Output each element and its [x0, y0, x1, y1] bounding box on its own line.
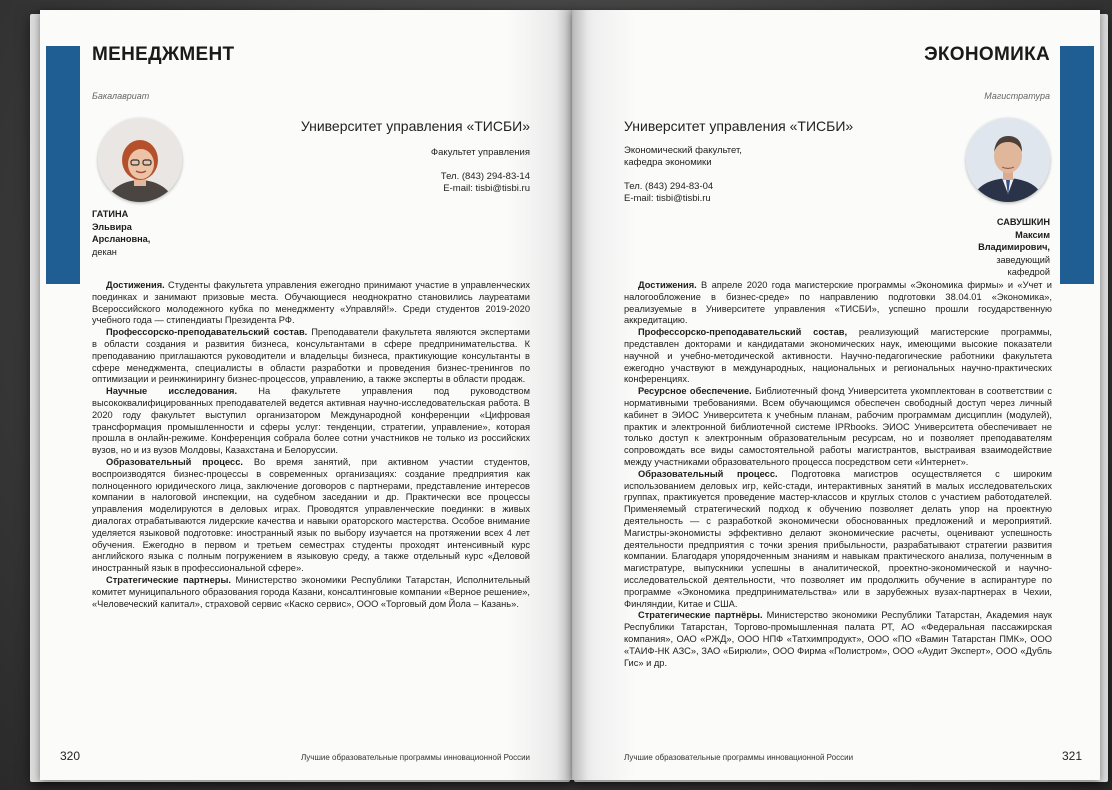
head-role-2: кафедрой	[1007, 267, 1050, 277]
dean-role: декан	[92, 246, 117, 257]
head-surname: САВУШКИН	[996, 217, 1050, 227]
right-faculty-line2: кафедра экономики	[624, 157, 712, 168]
left-page-number: 320	[60, 749, 81, 763]
left-email: E-mail: tisbi@tisbi.ru	[443, 183, 530, 194]
left-phone: Тел. (843) 294-83-14	[440, 171, 530, 182]
left-paragraph: Профессорско-преподавательский состав. Преподаватели факультета являются экспертами в области создания и развития бизнеса, консультантами в сфере предпринимательства. К преподаванию приглашаются руководители и владельцы бизнеса, практикующие консультанты в сфере менеджмента, специалисты в области разработки и проведения бизнес-тренингов по оптимизации и реинжинирингу бизнес-процессов, управлению, а также эксперты в области продаж.	[92, 327, 530, 385]
left-accent-bar	[46, 46, 80, 284]
right-paragraph: Достижения. В апреле 2020 года магистерские программы «Экономика фирмы» и «Учет и налогообложение в бизнес-среде» по направлению подготовки 38.04.01 «Экономика», реализуемые в Университете управления «ТИСБИ», успешно прошли государственную аккредитацию.	[624, 280, 1052, 326]
left-paragraph: Стратегические партнеры. Министерство экономики Республики Татарстан, Исполнительный комитет муниципального образования города Казани, консалтинговые компании «Верное решение», «Человеческий капитал», страховой сервис «Каско сервис», ООО «Торговый дом Йола – Казань».	[92, 574, 530, 609]
dean-patronymic: Арслановна,	[92, 234, 151, 244]
dean-portrait	[98, 118, 182, 202]
head-name: Максим	[1015, 229, 1050, 240]
right-section-title: ЭКОНОМИКА	[924, 44, 1050, 65]
left-university-name: Университет управления «ТИСБИ»	[300, 118, 530, 134]
right-footer: Лучшие образовательные программы инновационной России	[624, 753, 854, 762]
left-section-title: МЕНЕДЖМЕНТ	[92, 44, 235, 65]
right-paragraph: Образовательный процесс. Подготовка магистров осуществляется с широким использованием деловых игр, кейс-стади, интерактивных занятий в малых исследовательских группах, практикуется проведение мастер-классов и круглых столов с участием работодателей. Применяемый стратегический подход к обучению позволяет делать упор на проектную деятельность — с разработкой экономически обоснованных предложений и мероприятий. Магистры-экономисты эффективно делают экономические расчеты, оценивают успешность деятельности предприятия с точки зрения прибыльности, разрабатывают стратегии развития компании. Благодаря упорядоченным знаниям и навыкам практического анализа, полученным в магистратуре, выпускники успешны в аналитической, проектно-экономической и научно-исследовательской деятельности, что позволяет им продолжить обучение в аспирантуре по программе «Экономика предпринимательства» или в зарубежных вузах-партнерах в Чехии, Финляндии, Китае и США.	[624, 468, 1052, 609]
left-paragraph: Образовательный процесс. Во время занятий, при активном участии студентов, воспроизводятся бизнес-процессы в современных организациях: создание предприятия как полноценного юридического лица, заключение договоров с партнерами, представление интересов компании в налоговой инспекции, на судебном заседании и др. Практически все процессы управления моделируются в деловых играх. Проводятся управленческие поединки: в живых диалогах отрабатываются лидерские качества и навыки ораторского мастерства. Особое внимание уделяется языковой подготовке: иностранный язык по выбору изучается на протяжении всех 4 лет обучения. Ежегодно в первом и третьем семестрах студенты проходят интенсивный курс английского языка с полным погружением в языковую среду, а также отдельный курс «Деловой иностранный язык в профессиональной сфере».	[92, 456, 530, 574]
right-phone: Тел. (843) 294-83-04	[624, 181, 714, 192]
right-degree-level: Магистратура	[984, 91, 1050, 101]
right-page	[572, 10, 1100, 780]
right-email: E-mail: tisbi@tisbi.ru	[624, 193, 711, 204]
right-page-number: 321	[1061, 749, 1082, 763]
head-patronymic: Владимирович,	[978, 242, 1050, 252]
right-paragraph: Ресурсное обеспечение. Библиотечный фонд Университета укомплектован в соответствии с нормативными требованиями. Всем обучающимся обеспечен свободный доступ через личный кабинет в ЭИОС Университета к учебным планам, рабочим программам дисциплин (модулей), практик и электронной библиотечной системе IPRbooks. ЭИОС Университета обеспечивает не только доступ к электронным образовательным ресурсам, но и позволяет преподавателям сопровождать все виды самостоятельной работы магистрантов, выстраивая взаимодействие между участниками образовательного процесса посредством сети «Интернет».	[624, 386, 1052, 467]
left-paragraph: Достижения. Студенты факультета управления ежегодно принимают участие в управленческих поединках и занимают призовые места. Обучающиеся неоднократно становились лауреатами Всероссийского молодежного кубка по менеджменту «Управляй!». Среди студентов 2019-2020 учебного года — стипендиаты Президента РФ.	[92, 280, 530, 326]
left-body-text	[92, 280, 530, 610]
right-paragraph: Профессорско-преподавательский состав, реализующий магистерские программы, представлен докторами и кандидатами экономических наук, имеющими высокие показатели научной и учебно-методической активности. Научно-педагогические работники факультета ежегодно участвуют в международных, национальных и региональных научно-практических конференциях.	[624, 327, 1052, 385]
left-page	[40, 10, 572, 780]
head-caption	[978, 216, 1050, 279]
right-faculty-line1: Экономический факультет,	[624, 145, 742, 156]
dean-caption	[92, 208, 150, 258]
head-portrait	[966, 118, 1050, 202]
left-faculty: Факультет управления	[430, 147, 530, 158]
right-body-text	[624, 280, 1052, 669]
right-accent-bar	[1060, 46, 1094, 284]
right-paragraph: Стратегические партнёры. Министерство экономики Республики Татарстан, Академия наук Республики Татарстан, Торгово-промышленная палата РТ, АО «Федеральная пассажирская компания», ОАО «РЖД», ООО НПФ «Татхимпродукт», ООО «ПО «Вамин Татарстан ПМК», ООО «ТАИФ-НК АЗС», ЗАО «Бирюли», ООО Фирма «Полистром», ООО «Аудит Эксперт», ООО «Дубль Гис» и др.	[624, 610, 1052, 668]
left-footer: Лучшие образовательные программы инновационной России	[300, 753, 530, 762]
head-role: заведующий	[996, 254, 1050, 265]
left-paragraph: Научные исследования. На факультете управления под руководством высококвалифицированных преподавателей ведется активная научно-исследовательская работа. В 2020 году факультет выступил организатором Международной конференции «Цифровая трансформация промышленности и сферы услуг: тенденции, стратегии, управление», которая прошла в онлайн-режиме. Конференция собрала более сотни участников не только из российских вузов, но и из вузов Молдовы, Казахстана и Белоруссии.	[92, 386, 530, 456]
dean-name: Эльвира	[92, 221, 132, 232]
right-university-name: Университет управления «ТИСБИ»	[624, 118, 854, 134]
left-degree-level: Бакалавриат	[92, 91, 150, 101]
dean-surname: ГАТИНА	[92, 209, 129, 219]
